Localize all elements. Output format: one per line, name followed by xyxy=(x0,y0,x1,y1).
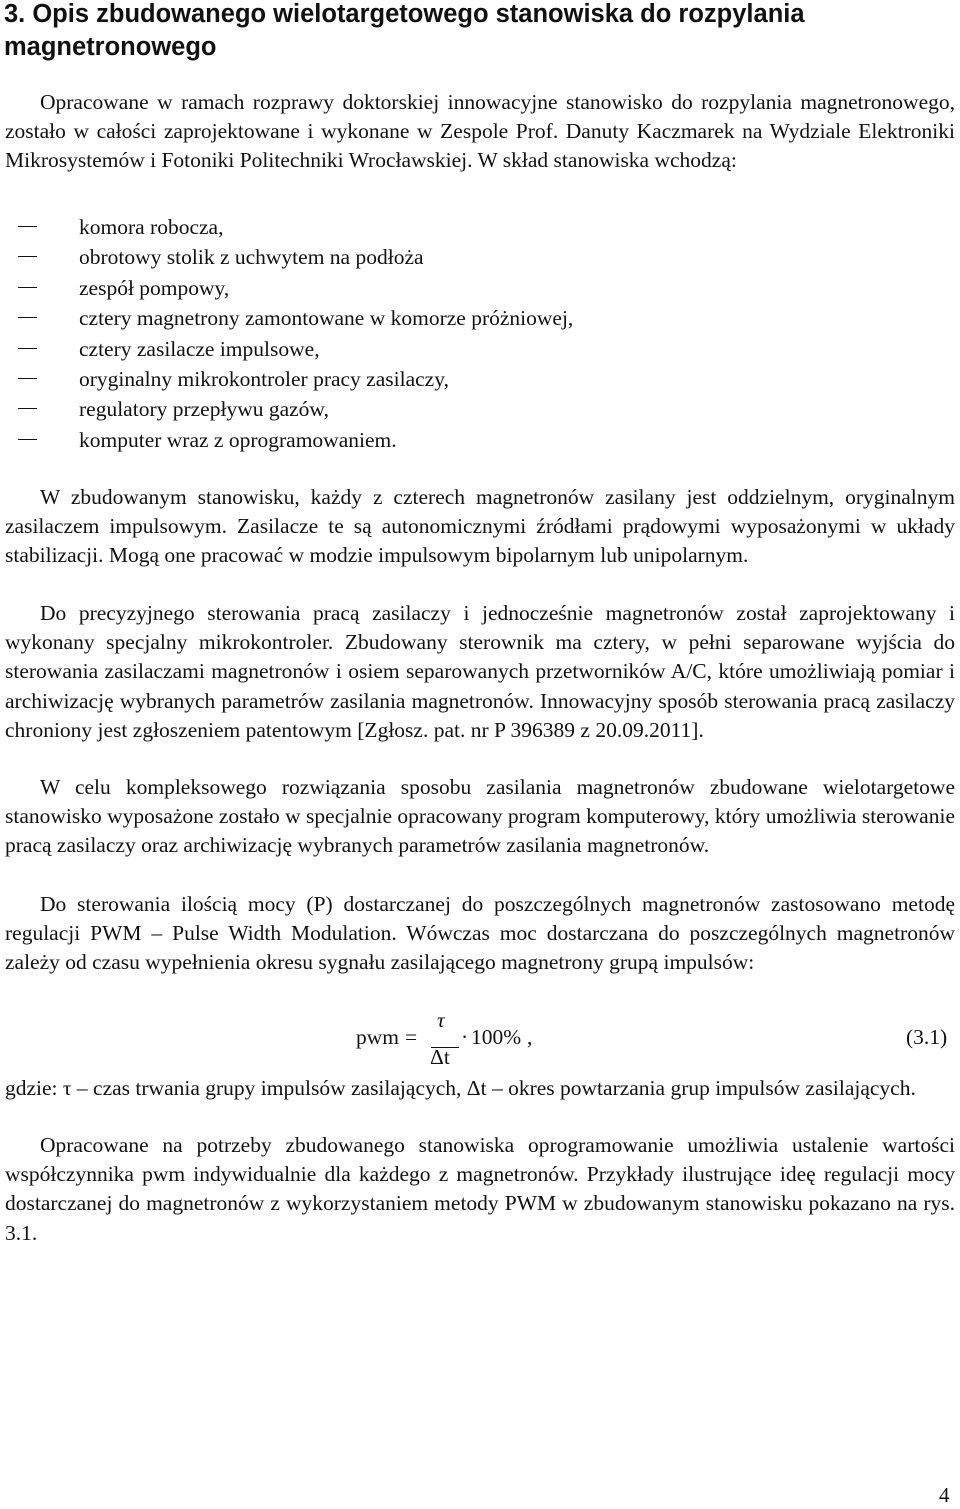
section-heading: 3. Opis zbudowanego wielotargetowego stanowiska do rozpylania magnetronowego xyxy=(4,0,805,61)
paragraph-software: W celu kompleksowego rozwiązania sposobu zasilania magnetronów zbudowane wielotargetowe stanowisko wyposażone zostało w specjalnie opracowany program komputerowy, który umożliwia sterowanie pracą zasilaczy oraz archiwizację wybranych parametrów zasilania magnetronów. xyxy=(5,775,955,858)
equipment-list xyxy=(5,212,905,455)
formula-lhs: pwm xyxy=(356,1025,399,1049)
dash-bullet-icon xyxy=(18,439,37,440)
list-item xyxy=(5,334,905,364)
list-item-text: komora robocza, xyxy=(79,215,224,239)
formula-explanation: gdzie: τ – czas trwania grupy impulsów zasilających, Δt – okres powtarzania grup impulsów zasilających. xyxy=(5,1076,916,1100)
list-item-text: obrotowy stolik z uchwytem na podłoża xyxy=(79,245,424,270)
list-item xyxy=(5,425,905,455)
list-item xyxy=(5,303,905,333)
closing-paragraph: Opracowane na potrzeby zbudowanego stanowiska oprogramowanie umożliwia ustalenie wartości współczynnika pwm indywidualnie dla każdego z magnetronów. Przykłady ilustrujące ideę regulacji mocy dostarczanej do magnetronów z wykorzystaniem metody PWM w zbudowanym stanowisku pokazano na rys. 3.1. xyxy=(5,1133,955,1245)
paragraph-power-supplies: W zbudowanym stanowisku, każdy z czterech magnetronów zasilany jest oddzielnym, oryginalnym zasilaczem impulsowym. Zasilacze te są autonomicznymi źródłami prądowymi wyposażonymi w układy stabilizacji. Mogą one pracować w modzie impulsowym bipolarnym lub unipolarnym. xyxy=(5,485,955,568)
formula-dot: · xyxy=(461,1025,469,1049)
dash-bullet-icon xyxy=(18,408,37,409)
dash-bullet-icon xyxy=(18,378,37,379)
formula-value: 100% xyxy=(471,1025,522,1049)
list-item-text: zespół pompowy, xyxy=(79,275,230,300)
equation-number: (3.1) xyxy=(906,1025,948,1049)
formula-numerator: τ xyxy=(437,1008,445,1032)
list-item-text: regulatory przepływu gazów, xyxy=(79,397,329,422)
list-item xyxy=(5,273,905,303)
list-item xyxy=(5,212,905,242)
paragraph-pwm-method: Do sterowania ilością mocy (P) dostarczanej do poszczególnych magnetronów zastosowano metodę regulacji PWM – Pulse Width Modulation. Wówczas moc dostarczana do poszczególnych magnetronów zależy od czasu wypełnienia okresu sygnału zasilającego magnetrony grupą impulsów: xyxy=(5,892,955,975)
list-item-text: oryginalny mikrokontroler pracy zasilaczy, xyxy=(79,367,449,392)
page-number: 4 xyxy=(939,1483,950,1507)
intro-paragraph: Opracowane w ramach rozprawy doktorskiej innowacyjne stanowisko do rozpylania magnetronowego, zostało w całości zaprojektowane i wykonane w Zespole Prof. Danuty Kaczmarek na Wydziale Elektroniki Mikrosystemów i Fotoniki Politechniki Wrocławskiej. W skład stanowiska wchodzą: xyxy=(5,90,955,173)
dash-bullet-icon xyxy=(18,226,37,227)
list-item-text: komputer wraz z oprogramowaniem. xyxy=(79,427,397,452)
formula-comma: , xyxy=(527,1025,533,1049)
list-item xyxy=(5,394,905,424)
dash-bullet-icon xyxy=(18,317,37,318)
list-item-text: cztery magnetrony zamontowane w komorze próżniowej, xyxy=(79,306,574,331)
list-item xyxy=(5,242,905,272)
list-item xyxy=(5,364,905,394)
dash-bullet-icon xyxy=(18,348,37,349)
list-item-text: cztery zasilacze impulsowe, xyxy=(79,336,320,361)
paragraph-microcontroller: Do precyzyjnego sterowania pracą zasilaczy i jednocześnie magnetronów został zaprojektowany i wykonany specjalny mikrokontroler. Zbudowany sterownik ma cztery, w pełni separowane wyjścia do sterowania zasilaczami magnetronów i osiem separowanych przetworników A/C, które umożliwiają pomiar i archiwizację wybranych parametrów zasilania magnetronów. Innowacyjny sposób sterowania pracą zasilaczy chroniony jest zgłoszeniem patentowym [Zgłosz. pat. nr P 396389 z 20.09.2011]. xyxy=(5,601,955,742)
formula-denominator: Δt xyxy=(430,1045,450,1069)
dash-bullet-icon xyxy=(18,287,37,288)
dash-bullet-icon xyxy=(18,256,37,257)
formula-equals: = xyxy=(405,1025,418,1049)
